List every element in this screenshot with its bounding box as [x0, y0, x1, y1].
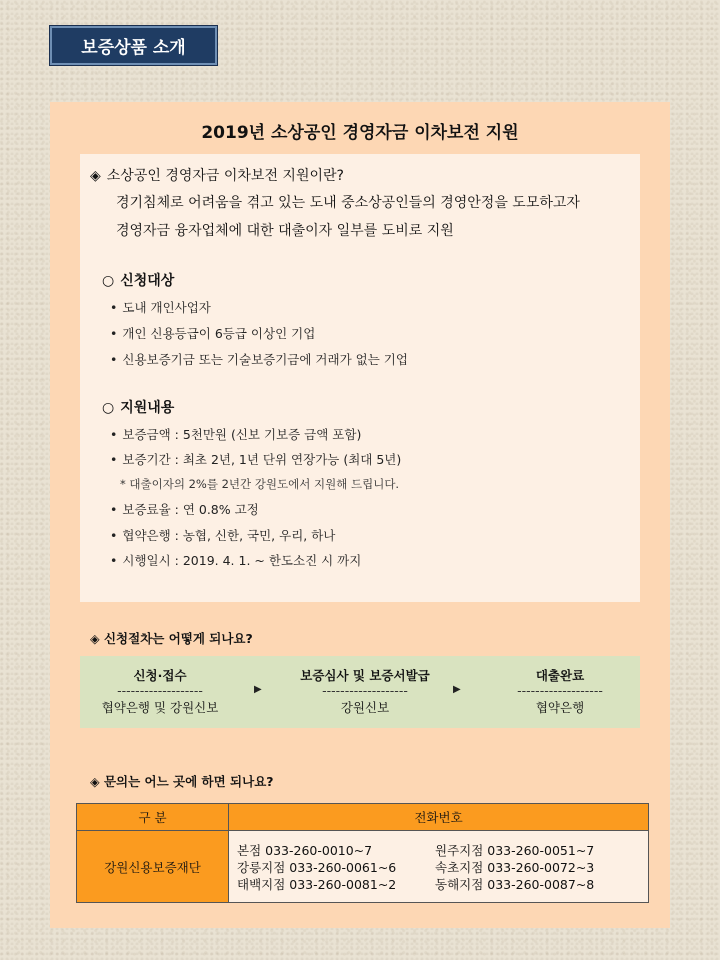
support-item-text: 보증기간 : 최초 2년, 1년 단위 연장가능 (최대 5년)	[122, 452, 402, 467]
procedure-step-title: 대출완료	[535, 668, 585, 683]
support-item-text: 보증금액 : 5천만원 (신보 기보증 금액 포함)	[122, 427, 362, 442]
phone-list	[229, 831, 649, 903]
bullet-dot-icon: •	[110, 502, 118, 517]
support-heading	[102, 397, 174, 417]
org-name: 강원신용보증재단	[77, 831, 229, 903]
procedure-step	[80, 666, 240, 716]
procedure-step	[480, 666, 640, 716]
column-header-phone: 전화번호	[229, 804, 649, 831]
table-header-row	[77, 804, 649, 831]
contact-question	[90, 772, 274, 790]
eligibility-item	[110, 298, 211, 316]
bullet-dot-icon: •	[110, 528, 118, 543]
procedure-step-title: 신청·접수	[133, 668, 187, 683]
procedure-question	[90, 629, 253, 647]
procedure-step-title: 보증심사 및 보증서발급	[300, 668, 430, 683]
phone-entry: 강릉지점 033-260-0061~6	[237, 859, 397, 875]
support-item	[110, 450, 401, 468]
procedure-step-sub: 협약은행 및 강원신보	[101, 700, 219, 715]
circle-bullet-icon: ○	[102, 273, 115, 289]
eligibility-item	[110, 350, 408, 368]
eligibility-heading	[102, 270, 174, 290]
about-line: 경영자금 융자업체에 대한 대출이자 일부를 도비로 지원	[116, 223, 454, 239]
procedure-step-sub: 강원신보	[340, 700, 390, 715]
procedure-step	[275, 666, 455, 716]
support-item-text: 협약은행 : 농협, 신한, 국민, 우리, 하나	[122, 528, 336, 543]
procedure-box	[80, 656, 640, 728]
content-panel	[50, 102, 670, 928]
support-item	[110, 500, 259, 518]
step-divider: -------------------	[517, 683, 603, 698]
support-item-text: 시행일시 : 2019. 4. 1. ~ 한도소진 시 까지	[122, 553, 362, 568]
procedure-question-text: 신청절차는 어떻게 되나요?	[103, 631, 253, 646]
about-question	[90, 165, 344, 185]
step-divider: -------------------	[117, 683, 203, 698]
eligibility-item	[110, 324, 315, 342]
diamond-bullet-icon: ◈	[90, 168, 101, 184]
eligibility-item-text: 도내 개인사업자	[122, 300, 211, 315]
table-row	[77, 831, 649, 903]
info-box	[80, 154, 640, 602]
support-item-text: 보증료율 : 연 0.8% 고정	[122, 502, 259, 517]
contact-table	[76, 803, 649, 903]
column-header-category: 구 분	[77, 804, 229, 831]
phone-entry: 원주지점 033-260-0051~7	[435, 842, 595, 858]
support-item	[110, 551, 361, 569]
support-item	[110, 425, 361, 443]
phone-entry: 본점 033-260-0010~7	[237, 842, 373, 858]
circle-bullet-icon: ○	[102, 400, 115, 416]
support-note: * 대출이자의 2%를 2년간 강원도에서 지원해 드립니다.	[120, 477, 400, 491]
support-item	[110, 526, 335, 544]
section-header-tag: 보증상품 소개	[50, 26, 217, 65]
bullet-dot-icon: •	[110, 452, 118, 467]
bullet-dot-icon: •	[110, 352, 118, 367]
diamond-bullet-icon: ◈	[90, 631, 104, 646]
procedure-step-sub: 협약은행	[535, 700, 585, 715]
bullet-dot-icon: •	[110, 300, 118, 315]
bullet-dot-icon: •	[110, 553, 118, 568]
eligibility-heading-text: 신청대상	[120, 273, 175, 289]
arrow-right-icon: ▶	[453, 684, 461, 695]
phone-entry: 동해지점 033-260-0087~8	[435, 876, 595, 892]
bullet-dot-icon: •	[110, 326, 118, 341]
about-line: 경기침체로 어려움을 겪고 있는 도내 중소상공인들의 경영안정을 도모하고자	[116, 195, 580, 211]
phone-entry: 태백지점 033-260-0081~2	[237, 876, 397, 892]
diamond-bullet-icon: ◈	[90, 774, 104, 789]
arrow-right-icon: ▶	[254, 684, 262, 695]
eligibility-item-text: 신용보증기금 또는 기술보증기금에 거래가 없는 기업	[122, 352, 408, 367]
contact-question-text: 문의는 어느 곳에 하면 되나요?	[103, 774, 274, 789]
about-question-text: 소상공인 경영자금 이차보전 지원이란?	[106, 168, 344, 184]
page-title: 2019년 소상공인 경영자금 이차보전 지원	[201, 123, 519, 143]
support-heading-text: 지원내용	[120, 400, 175, 416]
bullet-dot-icon: •	[110, 427, 118, 442]
step-divider: -------------------	[322, 683, 408, 698]
eligibility-item-text: 개인 신용등급이 6등급 이상인 기업	[122, 326, 316, 341]
phone-entry: 속초지점 033-260-0072~3	[435, 859, 595, 875]
